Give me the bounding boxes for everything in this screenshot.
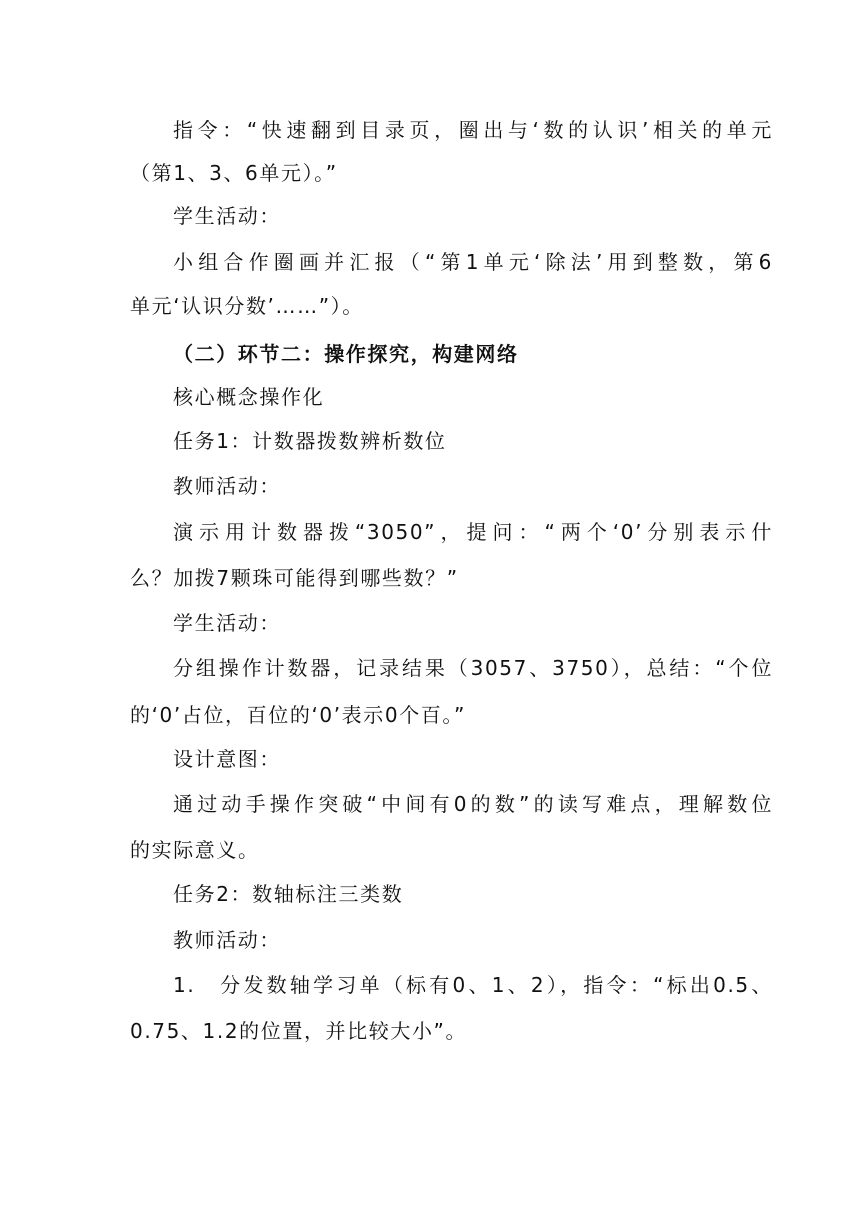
paragraph-line: 的‘0’占位，百位的‘0’表示0个百。” (130, 703, 466, 727)
list-item-line: 0.75、1.2的位置，并比较大小”。 (130, 1019, 468, 1043)
instruction-line-2: （第1、3、6单元）。” (130, 161, 338, 185)
subheading: 核心概念操作化 (173, 385, 325, 409)
label-student-activity: 学生活动： (173, 204, 281, 228)
label-teacher-activity: 教师活动： (173, 928, 281, 952)
label-design-intent: 设计意图： (173, 747, 281, 771)
section-heading: （二）环节二：操作探究，构建网络 (173, 342, 519, 366)
instruction-line-1: 指令：“快速翻到目录页，圈出与‘数的认识’相关的单元 (173, 118, 773, 142)
paragraph-line: 么？加拨7颗珠可能得到哪些数？” (130, 566, 459, 590)
task-heading: 任务1：计数器拨数辨析数位 (173, 429, 447, 453)
paragraph-line: 单元‘认识分数’……”）。 (130, 294, 364, 318)
list-item-line: 1. 分发数轴学习单（标有0、1、2），指令：“标出0.5、 (173, 973, 773, 997)
paragraph-line: 分组操作计数器，记录结果（3057、3750），总结：“个位 (173, 656, 773, 680)
task-heading: 任务2：数轴标注三类数 (173, 882, 404, 906)
paragraph-line: 小组合作圈画并汇报（“第1单元‘除法’用到整数，第6 (173, 250, 773, 274)
paragraph-line: 演示用计数器拨“3050”，提问：“两个‘0’分别表示什 (173, 520, 773, 544)
label-student-activity: 学生活动： (173, 611, 281, 635)
paragraph-line: 通过动手操作突破“中间有0的数”的读写难点，理解数位 (173, 792, 773, 816)
label-teacher-activity: 教师活动： (173, 474, 281, 498)
paragraph-line: 的实际意义。 (130, 838, 260, 862)
